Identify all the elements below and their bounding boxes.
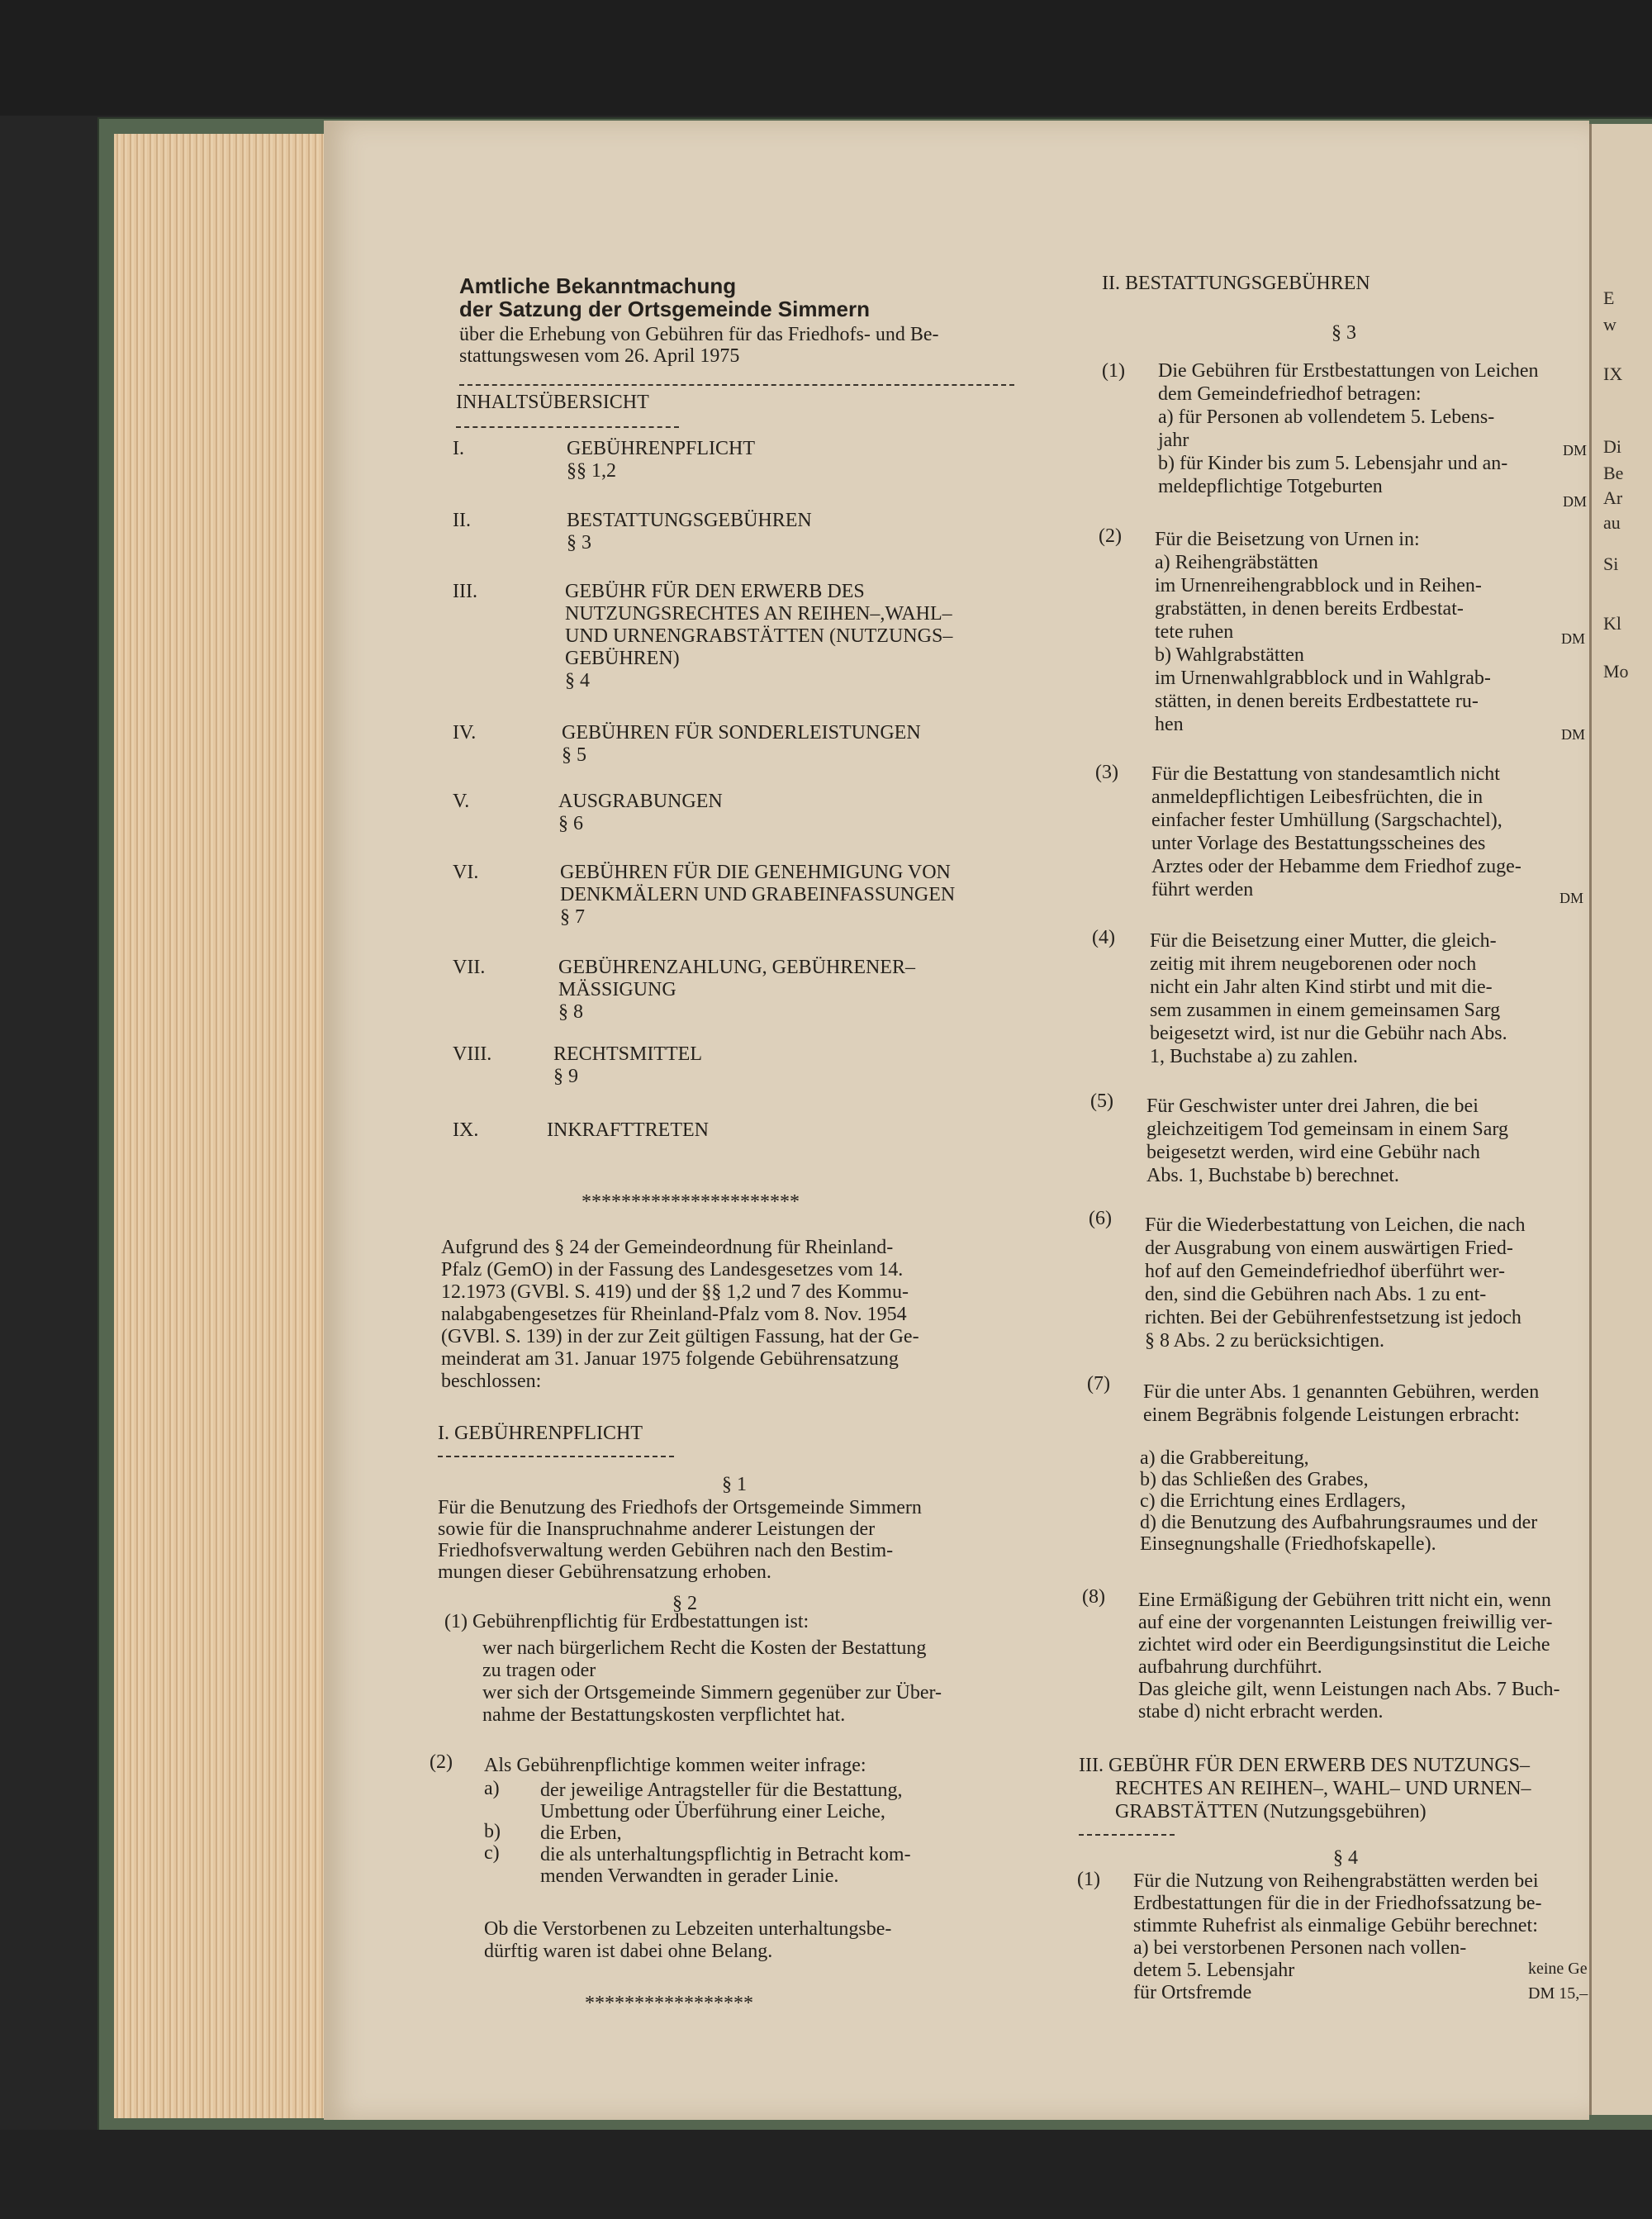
paragraph-line: § 8 Abs. 2 zu berücksichtigen. <box>1145 1330 1384 1352</box>
paragraph-line: nicht ein Jahr alten Kind stirbt und mit die- <box>1150 976 1493 998</box>
paragraph-line: der Ausgrabung von einem auswärtigen Fried- <box>1145 1238 1513 1259</box>
paragraph-line: hen <box>1155 714 1184 735</box>
paragraph-number: (7) <box>1087 1373 1110 1395</box>
paragraph-line: anmeldepflichtigen Leibesfrüchten, die in <box>1151 786 1483 808</box>
header-subtitle: über die Erhebung von Gebühren für das Friedhofs- und Be- <box>459 324 939 345</box>
paragraph-line: b) für Kinder bis zum 5. Lebensjahr und an- <box>1158 453 1508 474</box>
toc-item: § 3 <box>567 532 591 554</box>
next-page-fragment: au <box>1603 512 1621 533</box>
paragraph-line: Friedhofsverwaltung werden Gebühren nach den Bestim- <box>438 1540 894 1561</box>
toc-item: NUTZUNGSRECHTES AN REIHEN–,WAHL– <box>565 603 952 625</box>
fee-value: keine Ge <box>1528 1960 1588 1978</box>
toc-item: § 5 <box>562 744 586 766</box>
toc-item: GEBÜHRENZAHLUNG, GEBÜHRENER– <box>558 957 915 978</box>
section-heading-line: III. GEBÜHR FÜR DEN ERWERB DES NUTZUNGS– <box>1079 1755 1530 1776</box>
paragraph-number: (2) <box>430 1751 453 1773</box>
paragraph-number: (4) <box>1092 927 1115 948</box>
next-page-fragment: IX <box>1603 363 1623 384</box>
paragraph-line: tete ruhen <box>1155 621 1234 643</box>
divider <box>1079 1834 1175 1836</box>
paragraph-line: detem 5. Lebensjahr <box>1133 1960 1295 1981</box>
list-label: a) <box>484 1778 500 1799</box>
toc-item: AUSGRABUNGEN <box>558 791 723 812</box>
paragraph-line: zu tragen oder <box>482 1660 596 1681</box>
paragraph-number: (6) <box>1089 1208 1112 1229</box>
paragraph-line: beigesetzt werden, wird eine Gebühr nach <box>1146 1142 1480 1163</box>
toc-number: IX. <box>453 1119 479 1141</box>
currency-label: DM <box>1563 442 1588 459</box>
currency-label: DM <box>1563 493 1588 510</box>
toc-number: I. <box>453 438 464 459</box>
section-heading-line: RECHTES AN REIHEN–, WAHL– UND URNEN– <box>1115 1778 1531 1799</box>
toc-item: §§ 1,2 <box>567 460 616 482</box>
toc-number: III. <box>453 581 477 602</box>
toc-item: § 6 <box>558 813 583 834</box>
page-edges <box>114 134 329 2118</box>
paragraph-number: (8) <box>1082 1586 1105 1608</box>
separator-stars: ********************** <box>582 1191 800 1213</box>
list-text: c) die Errichtung eines Erdlagers, <box>1140 1490 1406 1512</box>
paragraph-number: (3) <box>1095 762 1118 783</box>
paragraph-line: Für die Beisetzung von Urnen in: <box>1155 529 1420 550</box>
paragraph-line: aufbahrung durchführt. <box>1138 1656 1322 1678</box>
toc-item: GEBÜHREN) <box>565 648 680 669</box>
toc-item: UND URNENGRABSTÄTTEN (NUTZUNGS– <box>565 625 953 647</box>
preamble-line: beschlossen: <box>441 1371 542 1392</box>
paragraph-number: (1) <box>1102 360 1125 382</box>
paragraph-line: meldepflichtige Totgeburten <box>1158 476 1383 497</box>
list-text: d) die Benutzung des Aufbahrungsraumes und der <box>1140 1512 1538 1533</box>
toc-item: GEBÜHRENPFLICHT <box>567 438 756 459</box>
section-heading: I. GEBÜHRENPFLICHT <box>438 1423 643 1444</box>
currency-label: DM <box>1559 890 1584 906</box>
toc-number: IV. <box>453 722 477 744</box>
toc-item: GEBÜHREN FÜR DIE GENEHMIGUNG VON <box>560 862 951 883</box>
list-text: a) die Grabbereitung, <box>1140 1447 1309 1469</box>
preamble-line: 12.1973 (GVBl. S. 419) und der §§ 1,2 und 7 des Kommu- <box>441 1281 909 1303</box>
document-page <box>324 121 1589 2120</box>
next-page-fragment: Kl <box>1603 613 1621 634</box>
preamble-line: Pfalz (GemO) in der Fassung des Landesgesetzes vom 14. <box>441 1259 904 1281</box>
paragraph-line: nahme der Bestattungskosten verpflichtet hat. <box>482 1704 846 1726</box>
paragraph-label: § 3 <box>1332 322 1356 344</box>
toc-item: MÄSSIGUNG <box>558 979 676 1000</box>
toc-item: § 7 <box>560 906 585 928</box>
paragraph-line: wer nach bürgerlichem Recht die Kosten der Bestattung <box>482 1637 927 1659</box>
paragraph-number: (2) <box>1099 525 1122 547</box>
paragraph-line: im Urnenreihengrabblock und in Reihen- <box>1155 575 1482 596</box>
paragraph-line: zeitig mit ihrem neugeborenen oder noch <box>1150 953 1477 975</box>
toc-item: § 8 <box>558 1001 583 1023</box>
paragraph-line: dem Gemeindefriedhof betragen: <box>1158 383 1422 405</box>
toc-number: II. <box>453 510 471 531</box>
paragraph-line: führt werden <box>1151 879 1254 900</box>
paragraph-line: wer sich der Ortsgemeinde Simmern gegenüber zur Über- <box>482 1682 942 1703</box>
paragraph-line: Für die Benutzung des Friedhofs der Ortsgemeinde Simmern <box>438 1497 922 1518</box>
next-page-fragment: Di <box>1603 436 1621 457</box>
paragraph-line: im Urnenwahlgrabblock und in Wahlgrab- <box>1155 668 1491 689</box>
list-text: b) das Schließen des Grabes, <box>1140 1469 1369 1490</box>
paragraph-line: Als Gebührenpflichtige kommen weiter infrage: <box>484 1755 866 1776</box>
separator-stars: ***************** <box>585 1993 753 2014</box>
paragraph-line: sem zusammen in einem gemeinsamen Sarg <box>1150 1000 1501 1021</box>
toc-heading: INHALTSÜBERSICHT <box>456 392 649 413</box>
paragraph-label: § 1 <box>722 1474 747 1495</box>
list-label: c) <box>484 1842 500 1864</box>
paragraph-line: a) bei verstorbenen Personen nach vollen- <box>1133 1937 1467 1959</box>
paragraph-line: gleichzeitigem Tod gemeinsam in einem Sarg <box>1146 1119 1508 1140</box>
paragraph-label: § 2 <box>672 1593 697 1614</box>
toc-number: VIII. <box>453 1043 492 1065</box>
paragraph-line: Für die Wiederbestattung von Leichen, die nach <box>1145 1214 1526 1236</box>
section-heading: II. BESTATTUNGSGEBÜHREN <box>1102 273 1370 294</box>
list-text: menden Verwandten in gerader Linie. <box>540 1865 839 1887</box>
paragraph-line: hof auf den Gemeindefriedhof überführt wer- <box>1145 1261 1505 1282</box>
paragraph-line: Abs. 1, Buchstabe b) berechnet. <box>1146 1165 1399 1186</box>
paragraph-line: zichtet wird oder ein Beerdigungsinstitut die Leiche <box>1138 1634 1550 1656</box>
paragraph-line: mungen dieser Gebührensatzung erhoben. <box>438 1561 771 1583</box>
list-text: der jeweilige Antragsteller für die Bestattung, <box>540 1779 903 1801</box>
paragraph-line: dürftig waren ist dabei ohne Belang. <box>484 1941 773 1962</box>
paragraph-line: 1, Buchstabe a) zu zahlen. <box>1150 1046 1358 1067</box>
paragraph-line: a) Reihengräbstätten <box>1155 552 1318 573</box>
preamble-line: Aufgrund des § 24 der Gemeindeordnung für Rheinland- <box>441 1237 894 1258</box>
header-subtitle: stattungswesen vom 26. April 1975 <box>459 345 740 367</box>
paragraph-line: auf eine der vorgenannten Leistungen freiwillig ver- <box>1138 1612 1553 1633</box>
background-bottom <box>0 2130 1652 2219</box>
next-page-fragment: Ar <box>1603 487 1623 508</box>
toc-number: V. <box>453 791 470 812</box>
toc-number: VII. <box>453 957 486 978</box>
paragraph-line: Für die Bestattung von standesamtlich nicht <box>1151 763 1500 785</box>
paragraph-line: einem Begräbnis folgende Leistungen erbracht: <box>1143 1404 1520 1426</box>
paragraph-number: (5) <box>1090 1090 1113 1112</box>
paragraph-line: b) Wahlgrabstätten <box>1155 644 1304 666</box>
header-title: der Satzung der Ortsgemeinde Simmern <box>459 297 871 321</box>
paragraph-line: richten. Bei der Gebührenfestsetzung ist jedoch <box>1145 1307 1521 1328</box>
currency-label: DM <box>1561 726 1586 743</box>
paragraph-line: Eine Ermäßigung der Gebühren tritt nicht ein, wenn <box>1138 1589 1551 1611</box>
paragraph-line: Das gleiche gilt, wenn Leistungen nach Abs. 7 Buch- <box>1138 1679 1560 1700</box>
header-title: Amtliche Bekanntmachung <box>459 273 737 298</box>
divider <box>456 426 679 428</box>
background-top <box>0 0 1652 116</box>
preamble-line: meinderat am 31. Januar 1975 folgende Gebührensatzung <box>441 1348 899 1370</box>
currency-label: DM <box>1561 630 1586 647</box>
next-page-fragment: Si <box>1603 554 1619 574</box>
paragraph-line: grabstätten, in denen bereits Erdbestat- <box>1155 598 1464 620</box>
paragraph-line: den, sind die Gebühren nach Abs. 1 zu ent- <box>1145 1284 1487 1305</box>
paragraph-line: Arztes oder der Hebamme dem Friedhof zuge- <box>1151 856 1521 877</box>
paragraph-line: Erdbestattungen für die in der Friedhofssatzung be- <box>1133 1893 1542 1914</box>
next-page-fragment: E <box>1603 287 1615 308</box>
list-text: die als unterhaltungspflichtig in Betracht kom- <box>540 1844 911 1865</box>
paragraph-line: beigesetzt wird, ist nur die Gebühr nach Abs. <box>1150 1023 1507 1044</box>
paragraph-line: stätten, in denen bereits Erdbestattete ru- <box>1155 691 1479 712</box>
list-label: b) <box>484 1821 501 1842</box>
toc-number: VI. <box>453 862 479 883</box>
paragraph-line: stimmte Ruhefrist als einmalige Gebühr berechnet: <box>1133 1915 1538 1936</box>
divider <box>438 1456 674 1457</box>
toc-item: GEBÜHR FÜR DEN ERWERB DES <box>565 581 865 602</box>
paragraph-line: (1) Gebührenpflichtig für Erdbestattungen ist: <box>444 1611 809 1632</box>
paragraph-line: einfacher fester Umhüllung (Sargschachtel), <box>1151 810 1502 831</box>
toc-item: § 9 <box>553 1066 578 1087</box>
list-text: Einsegnungshalle (Friedhofskapelle). <box>1140 1533 1436 1555</box>
paragraph-line: Für die unter Abs. 1 genannten Gebühren, werden <box>1143 1381 1540 1403</box>
toc-item: INKRAFTTRETEN <box>547 1119 709 1141</box>
toc-item: RECHTSMITTEL <box>553 1043 702 1065</box>
fee-value: DM 15,– <box>1528 1984 1588 2003</box>
next-page-fragment: w <box>1603 314 1616 335</box>
paragraph-line: Für Geschwister unter drei Jahren, die bei <box>1146 1095 1479 1117</box>
paragraph-line: jahr <box>1158 430 1189 451</box>
next-page-fragment: Mo <box>1603 661 1629 682</box>
paragraph-line: Für die Beisetzung einer Mutter, die gleich- <box>1150 930 1497 952</box>
section-heading-line: GRABSTÄTTEN (Nutzungsgebühren) <box>1115 1801 1427 1822</box>
toc-item: BESTATTUNGSGEBÜHREN <box>567 510 812 531</box>
next-page-edge <box>1589 124 1652 2115</box>
preamble-line: (GVBl. S. 139) in der zur Zeit gültigen Fassung, hat der Ge- <box>441 1326 919 1347</box>
toc-item: DENKMÄLERN UND GRABEINFASSUNGEN <box>560 884 956 905</box>
list-text: Umbettung oder Überführung einer Leiche, <box>540 1801 885 1822</box>
toc-item: GEBÜHREN FÜR SONDERLEISTUNGEN <box>562 722 921 744</box>
paragraph-line: für Ortsfremde <box>1133 1982 1252 2003</box>
paragraph-label: § 4 <box>1333 1847 1358 1869</box>
paragraph-line: Die Gebühren für Erstbestattungen von Leichen <box>1158 360 1539 382</box>
divider <box>459 384 1014 386</box>
paragraph-line: Für die Nutzung von Reihengrabstätten werden bei <box>1133 1870 1539 1892</box>
paragraph-line: Ob die Verstorbenen zu Lebzeiten unterhaltungsbe- <box>484 1918 892 1940</box>
next-page-fragment: Be <box>1603 463 1624 483</box>
paragraph-line: a) für Personen ab vollendetem 5. Lebens- <box>1158 406 1495 428</box>
paragraph-line: stabe d) nicht erbracht werden. <box>1138 1701 1384 1722</box>
paragraph-number: (1) <box>1077 1869 1100 1890</box>
preamble-line: nalabgabengesetzes für Rheinland-Pfalz vom 8. Nov. 1954 <box>441 1304 907 1325</box>
list-text: die Erben, <box>540 1822 622 1844</box>
paragraph-line: unter Vorlage des Bestattungsscheines des <box>1151 833 1486 854</box>
toc-item: § 4 <box>565 670 590 691</box>
paragraph-line: sowie für die Inanspruchnahme anderer Leistungen der <box>438 1518 876 1540</box>
